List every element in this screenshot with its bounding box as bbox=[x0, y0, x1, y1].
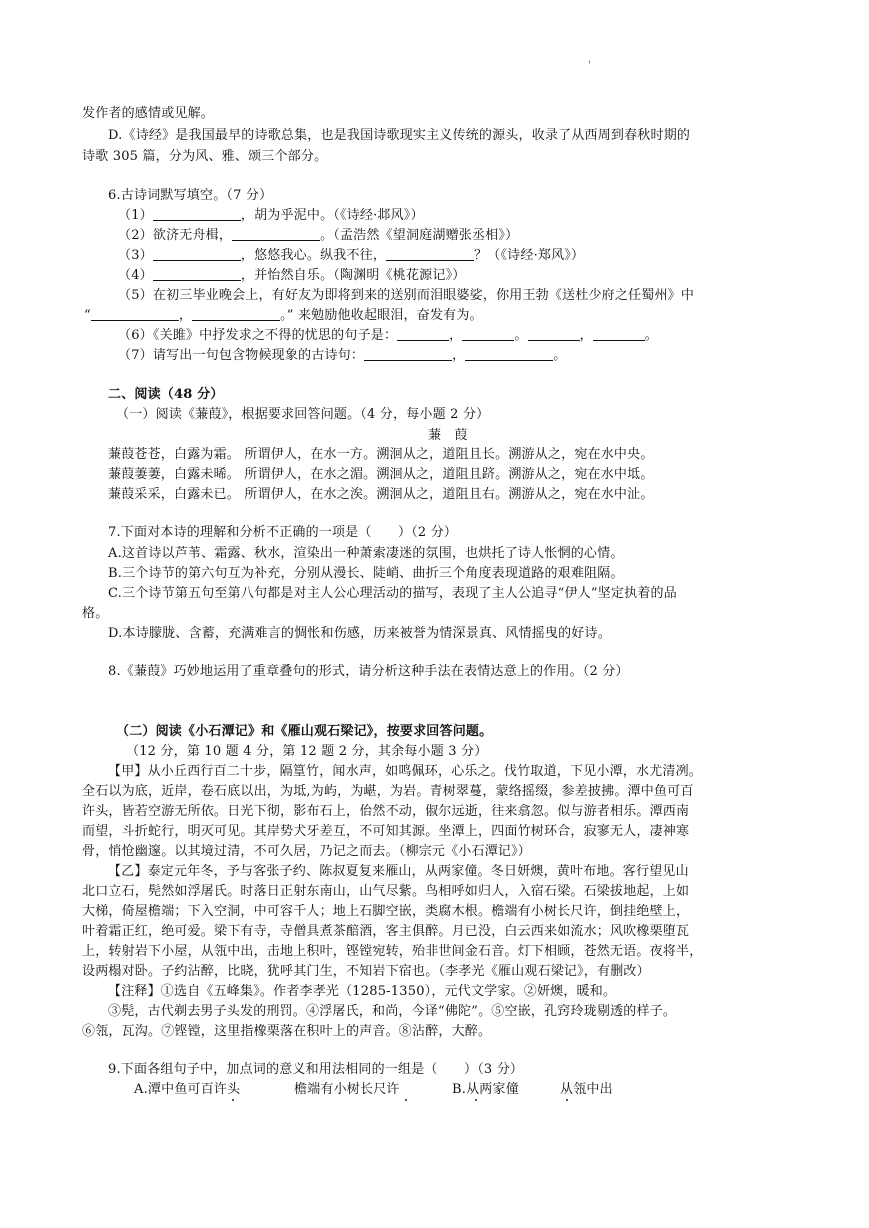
item-label: （3） bbox=[118, 248, 153, 263]
passage-jia-line: 而望，斗折蛇行，明灭可见。其岸势犬牙差互，不可知其源。坐潭上，四面竹树环合，寂寥无人，凄神寒 bbox=[82, 824, 690, 839]
item-text: 。（孟浩然《望洞庭湖赠张丞相》） bbox=[320, 228, 519, 243]
item-text: （6）《关雎》中抒发求之不得的忧思的句子是： bbox=[118, 328, 398, 343]
item-text: ， bbox=[452, 348, 466, 363]
fill-item-2 bbox=[118, 226, 518, 246]
item-text: ， bbox=[178, 308, 193, 323]
passage-yi-line: 叶着霜正红，绝可爱。梁下有寺，寺僧具煮茶醅酒，客主俱醉。月已没，白云西来如流水；风吹橡栗堕瓦 bbox=[82, 924, 690, 939]
annotation-line: 【注释】①选自《五峰集》。作者李孝光（1285-1350），元代文学家。②妍燠，暖和。 bbox=[108, 984, 617, 999]
passage-jia-line: 【甲】从小丘西行百二十步，隔篁竹，闻水声，如鸣佩环，心乐之。伐竹取道，下见小潭，水尤清冽。 bbox=[108, 764, 703, 779]
option-a-sentence-2: 檐端有小树长尺许 bbox=[294, 1082, 400, 1097]
question-9-stem: 9.下面各组句子中，加点词的意义和用法相同的一组是（ ）（3 分） bbox=[108, 1062, 524, 1077]
passage-yi-line: 大梯，倚屋檐端；下入空洞，中可容千人；地上石脚空嵌，类腐木根。檐端有小树长尺许，倒挂绝壁上， bbox=[82, 904, 690, 919]
poem-line: 蒹葭萋萋，白露未晞。 所谓伊人，在水之湄。溯洄从之，道阻且跻。溯游从之，宛在水中坻。 bbox=[108, 467, 654, 482]
answer-blank[interactable] bbox=[528, 327, 580, 341]
answer-blank[interactable] bbox=[465, 347, 553, 361]
passage-yi-line: 【乙】泰定元年冬，予与客张子约、陈叔夏复来雁山，从两家僮。冬日妍燠，黄叶布地。客行望见山 bbox=[108, 864, 689, 879]
poem-line: 蒹葭苍苍，白露为霜。 所谓伊人，在水一方。溯洄从之，道阻且长。溯游从之，宛在水中央。 bbox=[108, 447, 654, 462]
question-6-title: 6.古诗词默写填空。（7 分） bbox=[108, 188, 273, 203]
fill-item-3 bbox=[118, 246, 584, 266]
item-text: 。 bbox=[644, 328, 658, 343]
header-mark: ' bbox=[588, 60, 591, 71]
item-label: （4） bbox=[118, 268, 153, 283]
item-text: ，悠悠我心。纵我不往， bbox=[240, 248, 387, 263]
text-line: 发作者的感情或见解。 bbox=[82, 106, 215, 121]
passage-yi-line: 北口立石，髡然如浮屠氏。时落日正射东南山，山气尽紫。鸟相呼如归人，入宿石梁。石梁拔地起，上如 bbox=[82, 884, 690, 899]
fill-item-6 bbox=[118, 326, 658, 346]
item-text: （2）欲济无舟楫， bbox=[118, 228, 233, 243]
option-a[interactable]: A.这首诗以芦苇、霜露、秋水，渲染出一种萧索凄迷的氛围，也烘托了诗人怅惘的心情。 bbox=[108, 546, 624, 561]
item-text: 。” 来勉励他收起眼泪，奋发有为。 bbox=[280, 308, 483, 323]
section-2-title: 二、阅读（48 分） bbox=[108, 387, 224, 402]
part-2-score-note: （12 分，第 10 题 4 分，第 12 题 2 分，其余每小题 3 分） bbox=[126, 744, 488, 759]
question-8: 8.《蒹葭》巧妙地运用了重章叠句的形式，请分析这种手法在表情达意上的作用。（2 分） bbox=[108, 664, 629, 679]
item-text: ，胡为乎泥中。（《诗经·邶风》） bbox=[240, 208, 424, 223]
answer-blank[interactable] bbox=[364, 347, 452, 361]
answer-blank[interactable] bbox=[386, 247, 474, 261]
answer-blank[interactable] bbox=[232, 227, 320, 241]
item-text: ，并怡然自乐。（陶渊明《桃花源记》） bbox=[240, 268, 466, 283]
option-d-line: D.《诗经》是我国最早的诗歌总集，也是我国诗歌现实主义传统的源头，收录了从西周到春秋时期的 bbox=[108, 128, 691, 143]
option-b[interactable]: B.三个诗节的第六句互为补充，分别从漫长、陡峭、曲折三个角度表现道路的艰难阻隔。 bbox=[108, 566, 624, 581]
emphasis-dot bbox=[566, 1099, 568, 1101]
answer-blank[interactable] bbox=[397, 327, 449, 341]
poem-line: 蒹葭采采，白露未已。 所谓伊人，在水之涘。溯洄从之，道阻且右。溯游从之，宛在水中沚。 bbox=[108, 487, 654, 502]
annotation-line: ③髡，古代剃去男子头发的刑罚。④浮屠氏，和尚，今译“佛陀”。⑤空嵌，孔窍玲珑剔透的样子。 bbox=[108, 1004, 677, 1019]
passage-jia-line: 全石以为底，近岸，卷石底以出，为坻,为屿，为嵁，为岩。青树翠蔓，蒙络摇缀，参差披拂。潭中鱼可百 bbox=[82, 784, 694, 799]
passage-yi-line: 设两榻对卧。子约沾醉，比晓，犹呼其门生，不知岩下宿也。（李孝光《雁山观石梁记》，有删改） bbox=[82, 964, 650, 979]
passage-yi-line: 上，转射岩下小屋，从瓴中出，击地上积叶，铿镗宛转，殆非世间金石音。灯下相顾，苍然无语。夜将半， bbox=[82, 944, 703, 959]
fill-item-7 bbox=[118, 346, 566, 366]
option-c[interactable]: C.三个诗节第五句至第八句都是对主人公心理活动的描写，表现了主人公追寻“伊人”坚定执着的品 bbox=[108, 586, 677, 601]
fill-item-5: （5）在初三毕业晚会上，有好友为即将到来的送别而泪眼婆娑，你用王勃《送杜少府之任蜀州》中 bbox=[118, 288, 695, 303]
answer-blank[interactable] bbox=[153, 207, 241, 221]
poem-title: 蒹 葭 bbox=[428, 428, 468, 443]
passage-jia-line: 骨，悄怆幽邃。以其境过清，不可久居，乃记之而去。（柳宗元《小石潭记》） bbox=[82, 844, 532, 859]
fill-item-1 bbox=[118, 206, 424, 226]
passage-jia-line: 许头，皆若空游无所依。日光下彻，影布石上，佁然不动，俶尔远逝，往来翕忽。似与游者相乐。潭西南 bbox=[82, 804, 690, 819]
annotation-line: ⑥瓴，瓦沟。⑦铿镗，这里指橡栗落在积叶上的声音。⑧沾醉，大醉。 bbox=[82, 1024, 492, 1039]
option-a-sentence-1[interactable]: A.潭中鱼可百许头 bbox=[134, 1082, 241, 1097]
option-b-sentence-1[interactable]: B.从两家僮 bbox=[452, 1082, 519, 1097]
part-1-instruction: （一）阅读《蒹葭》，根据要求回答问题。（4 分，每小题 2 分） bbox=[116, 407, 490, 422]
part-2-title: （二）阅读《小石潭记》和《雁山观石梁记》，按要求回答问题。 bbox=[116, 724, 493, 739]
item-text: ， bbox=[449, 328, 463, 343]
option-b-sentence-2: 从瓴中出 bbox=[560, 1082, 613, 1097]
fill-item-5-cont bbox=[84, 306, 483, 326]
emphasis-dot bbox=[475, 1099, 477, 1101]
answer-blank[interactable] bbox=[153, 247, 241, 261]
option-d[interactable]: D.本诗朦胧、含蓄，充满难言的惆怅和伤感，历来被誉为情深景真、风情摇曳的好诗。 bbox=[108, 626, 611, 641]
answer-blank[interactable] bbox=[462, 327, 514, 341]
item-text: （7）请写出一句包含物候现象的古诗句： bbox=[118, 348, 365, 363]
item-text: “ bbox=[84, 308, 91, 323]
option-c-cont: 格。 bbox=[82, 606, 109, 621]
fill-item-4 bbox=[118, 266, 465, 286]
answer-blank[interactable] bbox=[91, 307, 179, 321]
question-7-stem: 7.下面对本诗的理解和分析不正确的一项是（ ）（2 分） bbox=[108, 525, 458, 540]
answer-blank[interactable] bbox=[192, 307, 280, 321]
item-text: ？（《诗经·郑风》） bbox=[474, 248, 585, 263]
item-text: 。 bbox=[514, 328, 528, 343]
emphasis-dot bbox=[232, 1099, 234, 1101]
item-label: （1） bbox=[118, 208, 153, 223]
answer-blank[interactable] bbox=[153, 267, 241, 281]
item-text: 。 bbox=[553, 348, 567, 363]
option-d-line: 诗歌 305 篇，分为风、雅、颂三个部分。 bbox=[82, 149, 328, 164]
answer-blank[interactable] bbox=[593, 327, 645, 341]
item-text: ， bbox=[579, 328, 593, 343]
emphasis-dot bbox=[405, 1099, 407, 1101]
